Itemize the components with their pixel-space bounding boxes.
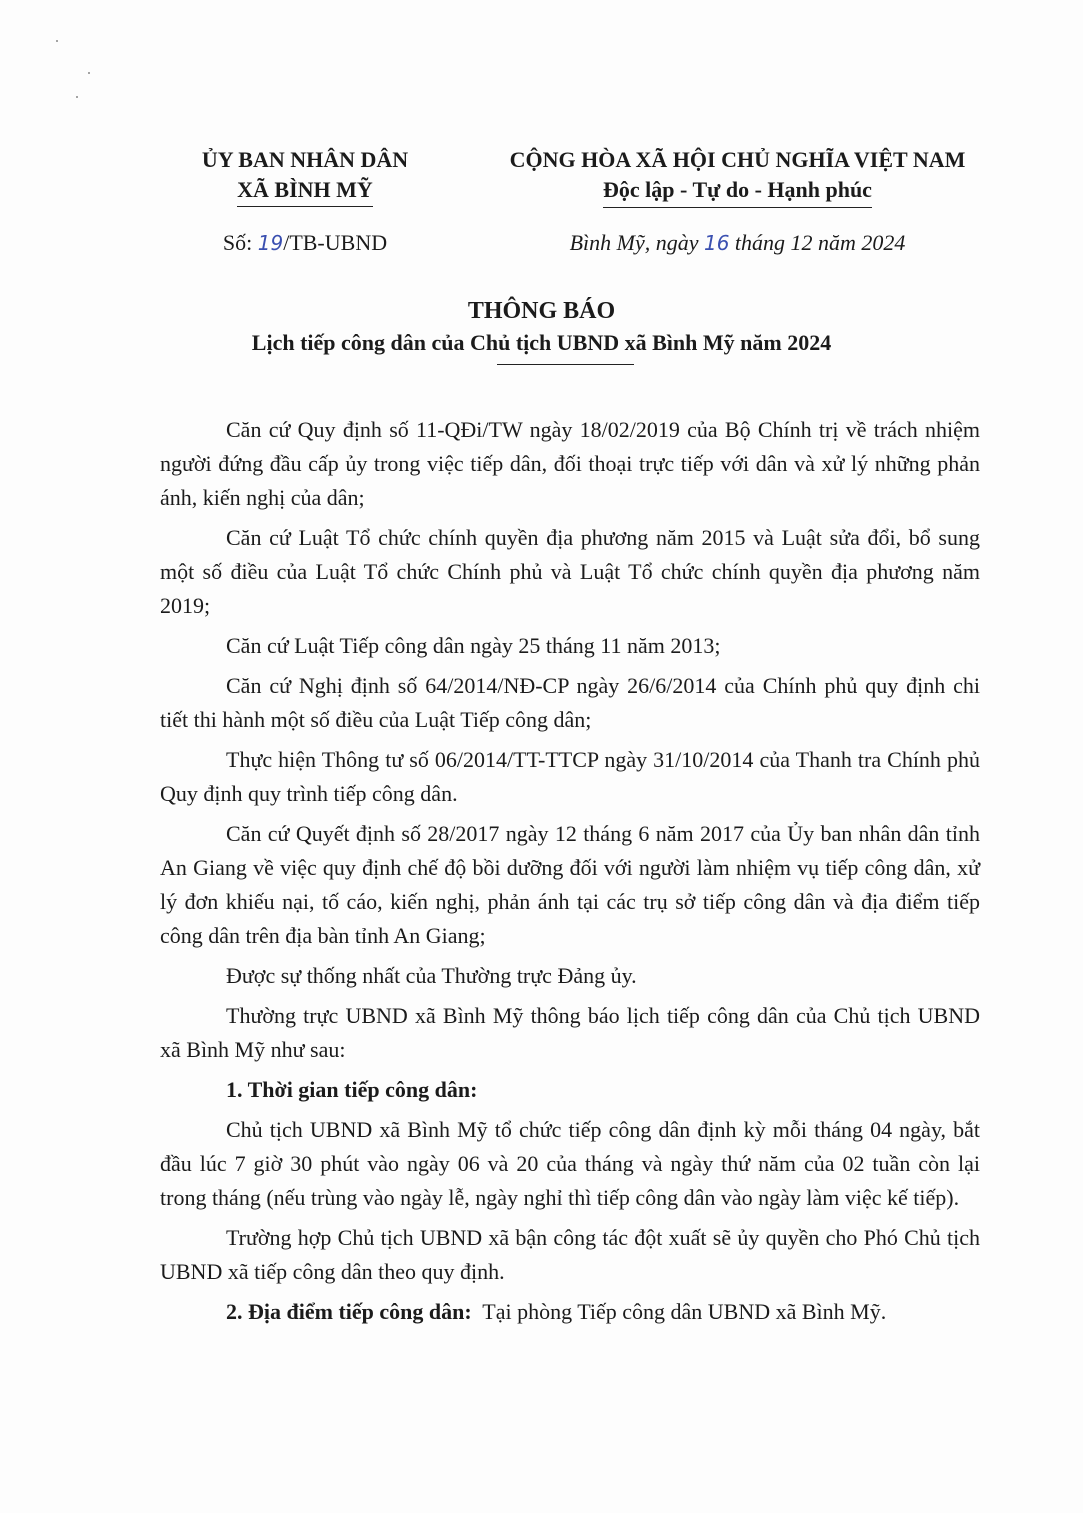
section-1-heading-text: 1. Thời gian tiếp công dân:: [226, 1077, 478, 1102]
document-subtitle: Lịch tiếp công dân của Chủ tịch UBND xã Bình Mỹ năm 2024: [251, 330, 832, 355]
date-prefix: Bình Mỹ, ngày: [569, 230, 704, 255]
agency-name-line1: ỦY BAN NHÂN DÂN: [201, 147, 409, 172]
date-handwritten: 16: [703, 231, 730, 255]
national-motto: [475, 145, 1000, 208]
doc-number-handwritten: 19: [257, 231, 284, 255]
section-2: [160, 1295, 980, 1329]
paragraph: Được sự thống nhất của Thường trực Đảng ủy.: [226, 963, 637, 988]
doc-number-prefix: Số:: [222, 230, 258, 255]
date-suffix: tháng 12 năm 2024: [729, 230, 906, 255]
document-title: THÔNG BÁO: [467, 298, 616, 324]
paragraph: Căn cứ Quy định số 11-QĐi/TW ngày 18/02/2019 của Bộ Chính trị về trách nhiệm người đứng đầu cấp ủy trong việc tiếp dân, đối thoại trực tiếp với dân và xử lý những phản ánh, kiến nghị của dân;: [160, 417, 980, 510]
paragraph: Trường hợp Chủ tịch UBND xã bận công tác đột xuất sẽ ủy quyền cho Phó Chủ tịch UBND xã tiếp công dân theo quy định.: [160, 1225, 980, 1284]
paragraph: Căn cứ Quyết định số 28/2017 ngày 12 tháng 6 năm 2017 của Ủy ban nhân dân tỉnh An Giang về việc quy định chế độ bồi dưỡng đối với người làm nhiệm vụ tiếp công dân, xử lý đơn khiếu nại, tố cáo, kiến nghị, phản ánh tại các trụ sở tiếp công dân và địa điểm tiếp công dân trên địa bàn tỉnh An Giang;: [160, 821, 980, 948]
motto-line: Độc lập - Tự do - Hạnh phúc: [603, 175, 872, 208]
section-1-heading: [160, 1073, 980, 1107]
paragraph: Căn cứ Luật Tiếp công dân ngày 25 tháng 11 năm 2013;: [226, 633, 721, 658]
title-divider: [497, 364, 634, 365]
agency-name-line2: XÃ BÌNH MỸ: [237, 175, 373, 207]
paragraph: Thường trực UBND xã Bình Mỹ thông báo lịch tiếp công dân của Chủ tịch UBND xã Bình Mỹ như sau:: [160, 1003, 980, 1062]
paragraph: Căn cứ Luật Tổ chức chính quyền địa phương năm 2015 và Luật sửa đổi, bổ sung một số điều của Luật Tổ chức Chính phủ và Luật Tổ chức chính quyền địa phương năm 2019;: [160, 525, 980, 618]
paragraph: Thực hiện Thông tư số 06/2014/TT-TTCP ngày 31/10/2014 của Thanh tra Chính phủ Quy định quy trình tiếp công dân.: [160, 747, 980, 806]
nation-name: CỘNG HÒA XÃ HỘI CHỦ NGHĨA VIỆT NAM: [509, 147, 966, 172]
document-date: [475, 230, 1000, 256]
paragraph: Chủ tịch UBND xã Bình Mỹ tổ chức tiếp công dân định kỳ mỗi tháng 04 ngày, bắt đầu lúc 7 giờ 30 phút vào ngày 06 và 20 của tháng và ngày thứ năm của 02 tuần còn lại trong tháng (nếu trùng vào ngày lễ, ngày nghỉ thì tiếp công dân vào ngày làm việc kế tiếp).: [160, 1117, 980, 1210]
section-2-heading-text: 2. Địa điểm tiếp công dân:: [226, 1299, 472, 1324]
paragraph: Căn cứ Nghị định số 64/2014/NĐ-CP ngày 26/6/2014 của Chính phủ quy định chi tiết thi hành một số điều của Luật Tiếp công dân;: [160, 673, 980, 732]
document-body: [160, 413, 980, 1335]
document-number: [170, 230, 440, 256]
issuing-agency: [170, 145, 440, 207]
section-2-text: Tại phòng Tiếp công dân UBND xã Bình Mỹ.: [482, 1299, 887, 1324]
doc-number-suffix: /TB-UBND: [283, 230, 388, 255]
